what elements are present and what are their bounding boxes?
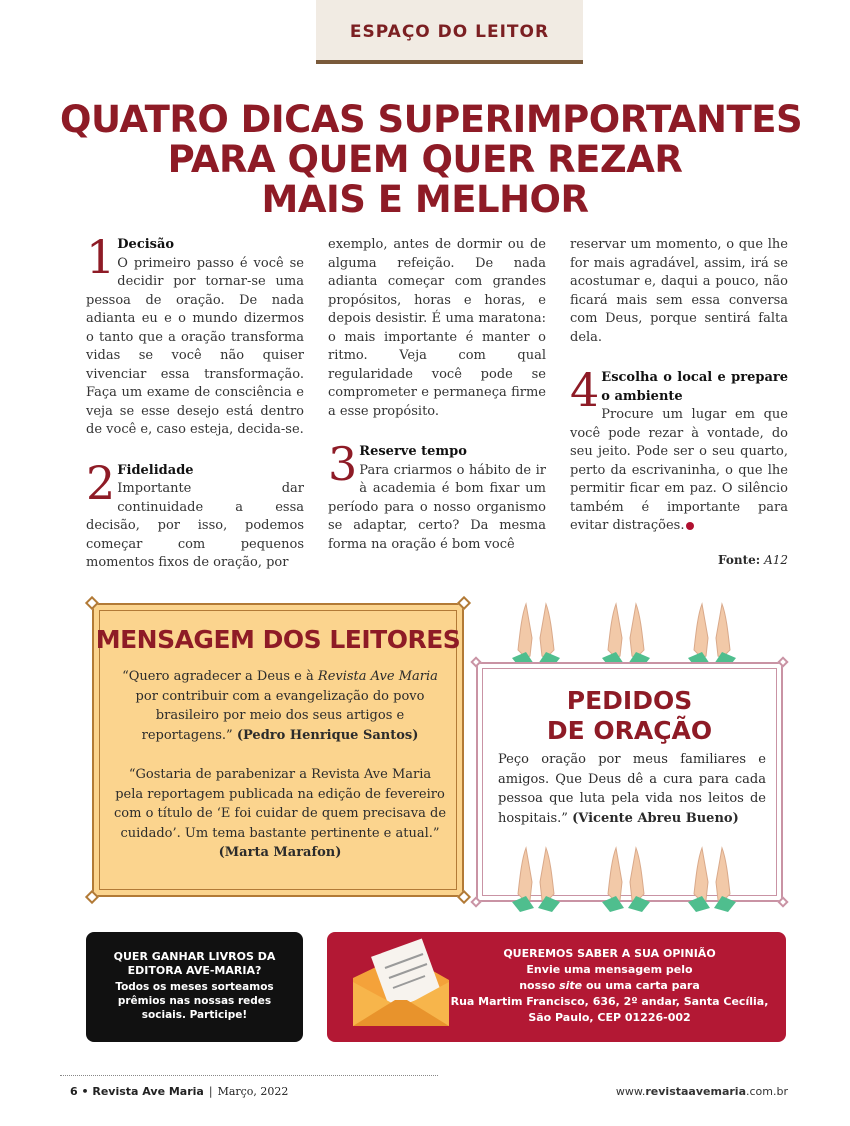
website-link[interactable]: www.revistaavemaria.com.br: [615, 1085, 788, 1098]
readers-messages-title: MENSAGEM DOS LEITORES: [95, 625, 461, 654]
tip-text: O primeiro passo é você se decidir por tornar-se uma pessoa de oração. De nada adianta eu e o mundo dizermos o tanto que a oração transforma vidas se você não quiser vivenciar essa transformação. Faça um exame de consciência e veja se esse desejo está dentro de você e, caso esteja, decida-se.: [86, 255, 304, 437]
article-title: [60, 98, 803, 221]
book-giveaway-box: [86, 932, 303, 1042]
article-column-1: [86, 230, 304, 573]
title-line-2: PARA QUEM QUER REZAR: [167, 138, 683, 181]
source-credit: [570, 553, 788, 567]
section-tab-underline: [316, 60, 583, 64]
source-label: Fonte:: [718, 553, 761, 567]
tip-heading: Decisão: [117, 237, 175, 252]
opinion-heading: QUEREMOS SABER A SUA OPINIÃO: [503, 947, 716, 960]
address-line-1: Rua Martim Francisco, 636, 2º andar, Santa Cecília,: [450, 995, 769, 1008]
tip-2-continuation: exemplo, antes de dormir ou de alguma refeição. De nada adianta começar com grandes propósitos, horas e horas, e depois desistir. É uma maratona: o mais importante é manter o ritmo. Veja com qual regularidade você pode se comprometer e permaneça firme a esse propósito.: [328, 237, 546, 419]
article-column-3: [570, 236, 788, 536]
footer-page-info: 6 • Revista Ave Maria | Março, 2022: [70, 1085, 289, 1098]
reader-quote-2: “Gostaria de parabenizar a Revista Ave Maria pela reportagem publicada na edição de fevereiro com o título de ‘E foi cuidar de quem precisava de cuidado’. Um tema bastante pertinente e atual.” (Marta Marafon): [114, 767, 447, 860]
bullet-dot-icon: [686, 522, 694, 530]
readers-messages-box: [92, 603, 464, 897]
tip-text: Importante dar continuidade a essa decisão, por isso, podemos começar com pequenos momentos fixos de oração, por: [86, 481, 304, 570]
issue-date: Março, 2022: [217, 1085, 289, 1098]
giveaway-heading: QUER GANHAR LIVROS DA EDITORA AVE-MARIA?: [113, 950, 276, 977]
tip-heading: Escolha o local e prepare o ambiente: [601, 370, 788, 404]
reader-quote-1: “Quero agradecer a Deus e à Revista Ave Maria por contribuir com a evangelização do povo brasileiro por meio dos seus artigos e reportagens.” (Pedro Henrique Santos): [122, 669, 438, 743]
praying-hands-icon: [512, 598, 742, 670]
giveaway-body: Todos os meses sorteamos prêmios nas nossas redes sociais. Participe!: [115, 981, 274, 1021]
title-line-3: MAIS E MELHOR: [261, 178, 589, 221]
tip-number: 1: [86, 230, 116, 284]
tip-heading: Reserve tempo: [359, 444, 467, 459]
source-value: A12: [764, 553, 788, 567]
tip-text: Para criarmos o hábito de ir à academia é bom fixar um período para o nosso organismo se adaptar, certo? Da mesma forma na oração é bom você: [328, 462, 546, 552]
tip-heading: Fidelidade: [117, 462, 194, 478]
opinion-text: QUEREMOS SABER A SUA OPINIÃO Envie uma mensagem pelo nosso site ou uma carta para Rua Martim Francisco, 636, 2º andar, Santa Cecília, São Paulo, CEP 01226-002: [447, 946, 772, 1026]
quote-author: (Marta Marafon): [218, 845, 342, 860]
opinion-box: [327, 932, 786, 1042]
address-line-2: São Paulo, CEP 01226-002: [528, 1011, 691, 1024]
praying-hands-icon: [512, 842, 742, 914]
prayer-requests-title: PEDIDOS DE ORAÇÃO: [546, 686, 713, 745]
envelope-icon: [345, 938, 455, 1034]
tip-text: Procure um lugar em que você pode rezar à vontade, do seu jeito. Pode ser o seu quarto, perto da escrivaninha, o que lhe permitir ficar em paz. O silêncio também é importante para evitar distrações.: [570, 407, 788, 533]
footer-divider: [60, 1075, 438, 1076]
tip-3: [328, 437, 546, 554]
prayer-request-text: Peço oração por meus familiares e amigos. Que Deus dê a cura para cada pessoa que luta pela vida nos leitos de hospitais.” (Vicente Abreu Bueno): [498, 752, 766, 826]
section-tab: [316, 0, 583, 64]
title-line-1: QUATRO DICAS SUPERIMPORTANTES: [60, 98, 803, 141]
section-label: ESPAÇO DO LEITOR: [349, 22, 550, 42]
tip-3-continuation: reservar um momento, o que lhe for mais agradável, assim, irá se acostumar e, daqui a pouco, não ficará mais sem essa conversa com Deus, porque sentirá falta dela.: [570, 237, 788, 345]
tip-number: 3: [328, 437, 358, 491]
quote-author: (Vicente Abreu Bueno): [572, 810, 739, 826]
tip-number: 2: [86, 455, 116, 510]
page-number: 6 • Revista Ave Maria: [70, 1085, 204, 1098]
quote-author: (Pedro Henrique Santos): [236, 727, 419, 743]
tip-2: [86, 455, 304, 573]
tip-1: [86, 230, 304, 440]
tip-4: [570, 363, 788, 536]
tip-number: 4: [570, 363, 600, 417]
article-column-2: [328, 236, 546, 554]
